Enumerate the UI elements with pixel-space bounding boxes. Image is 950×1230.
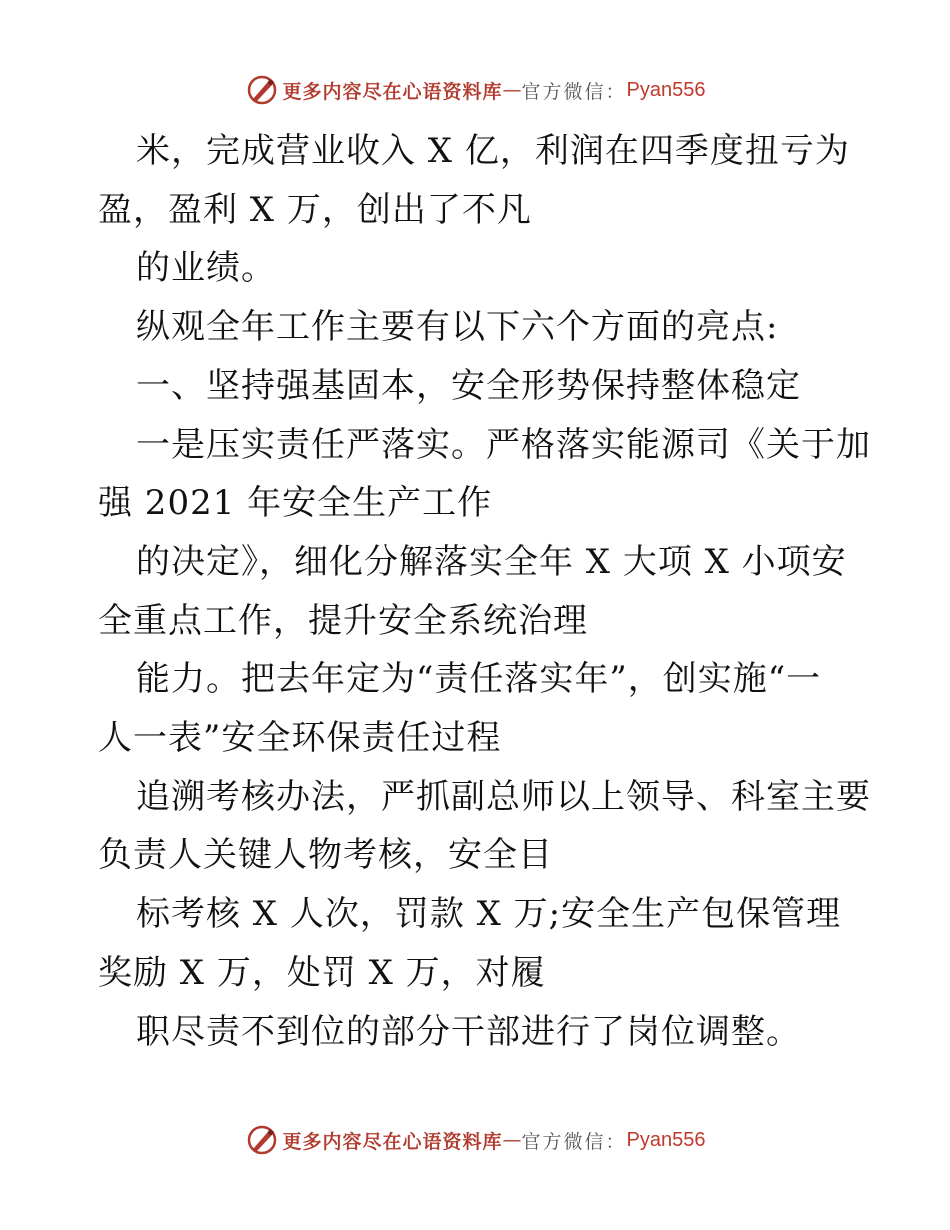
text-line: 的业绩。 [136,248,276,289]
text-line: 负责人关键人物考核，安全目 [98,835,553,876]
paragraph-assessment [98,768,871,885]
text-line: 标考核 X 人次，罚款 X 万;安全生产包保管理 [136,894,842,935]
paragraph-penalties [98,885,858,1002]
text-line: 职尽责不到位的部分干部进行了岗位调整。 [136,1011,801,1052]
text-line: 一、坚持强基固本，安全形势保持整体稳定 [136,365,801,406]
text-line: 强 2021 年安全生产工作 [98,483,493,524]
text-line: 盈，盈利 X 万，创出了不凡 [98,189,532,230]
watermark-header [0,70,950,110]
pen-circle-logo-icon [245,73,279,107]
watermark-footer [0,1120,950,1160]
text-line: 全重点工作，提升安全系统治理 [98,600,588,641]
watermark-separator: — [502,79,522,101]
paragraph-capability [98,650,858,767]
paragraph-performance [98,239,858,298]
text-line: 人一表”安全环保责任过程 [98,718,502,759]
paragraph-overview [98,298,858,357]
watermark-site-text: 更多内容尽在心语资料库 [282,1130,503,1153]
paragraph-responsibility [98,416,871,533]
watermark-separator: — [502,1129,522,1151]
text-line: 能力。把去年定为“责任落实年”，创实施“一 [136,659,822,700]
document-body [98,122,871,1061]
paragraph-adjustment [98,1003,858,1062]
text-line: 一是压实责任严落实。严格落实能源司《关于加 [136,424,871,465]
text-line: 米，完成营业收入 X 亿，利润在四季度扭亏为 [136,131,850,171]
watermark-wechat-label: 官方微信： [521,1130,627,1153]
paragraph-results [98,122,858,239]
watermark-site-text: 更多内容尽在心语资料库 [282,80,503,103]
watermark-wechat-label: 官方微信： [521,80,627,103]
paragraph-decision [98,533,858,650]
text-line: 追溯考核办法，严抓副总师以上领导、科室主要 [136,776,871,817]
pen-circle-logo-icon [245,1123,279,1157]
text-line: 奖励 X 万，处罚 X 万，对履 [98,952,546,993]
watermark-handle: Pyan556 [626,78,706,101]
section-heading-safety [98,357,858,416]
text-line: 的决定》，细化分解落实全年 X 大项 X 小项安 [136,541,847,582]
watermark-handle: Pyan556 [626,1128,706,1151]
text-line: 纵观全年工作主要有以下六个方面的亮点: [136,307,779,348]
